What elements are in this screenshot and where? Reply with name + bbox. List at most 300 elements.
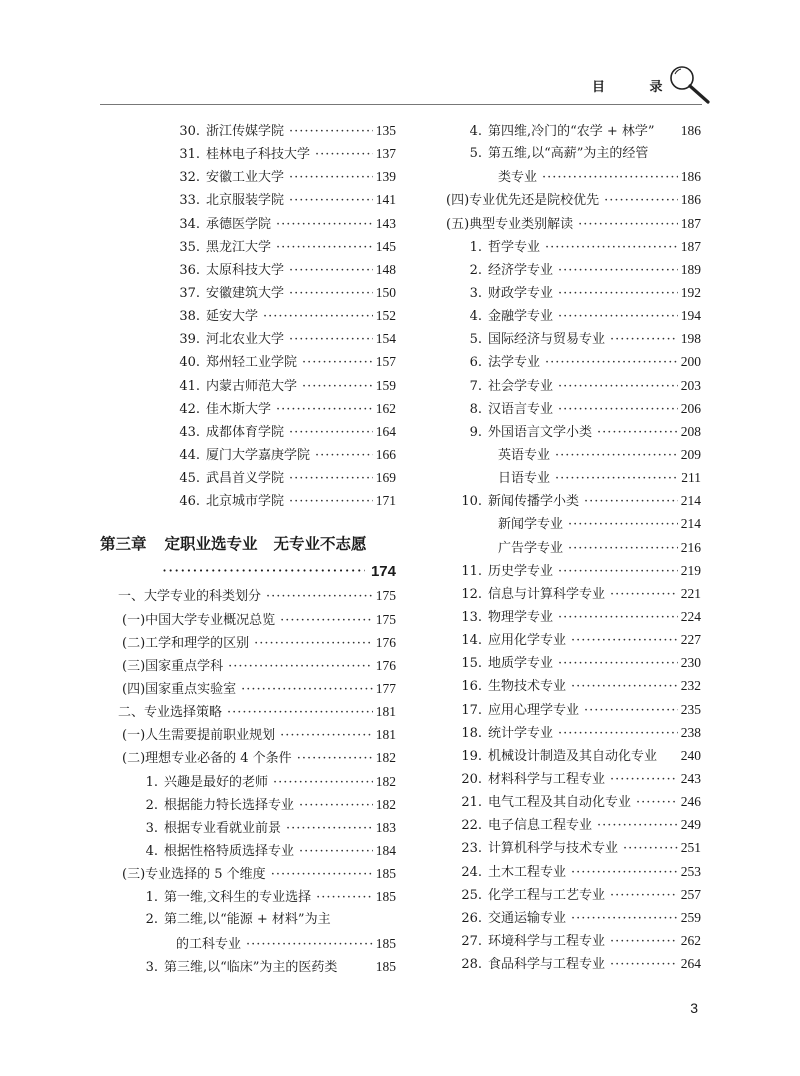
entry-page: 249 [680,817,701,833]
dot-leader [280,609,373,632]
entry-page: 152 [375,308,396,324]
dot-leader [604,189,678,212]
entry-title: 物理学专业 [488,609,554,625]
toc-entry [100,281,396,304]
dot-leader [610,583,678,606]
entry-page: 164 [375,423,396,439]
entry-number: 6. [469,355,482,371]
entry-title: 兴趣是最好的老师 [164,774,269,790]
entry-page: 181 [375,727,396,743]
dot-leader [555,444,678,467]
toc-right-column [446,119,701,975]
entry-number: 42. [179,401,200,417]
entry-title: 金融学专业 [488,309,554,325]
dot-leader [299,794,373,817]
entry-title: (四)国家重点实验室 [122,681,237,697]
entry-number: 5. [469,332,482,348]
entry-number: 31. [179,147,200,163]
entry-page: 257 [680,886,701,902]
entry-page: 159 [375,377,396,393]
section-list [100,584,396,977]
entry-title: 化学工程与工艺专业 [488,887,606,903]
toc-entry [100,839,396,862]
toc-entry [446,721,701,744]
entry-page: 230 [680,655,701,671]
header-title: 目 录 [592,80,683,95]
entry-title: 厦门大学嘉庚学院 [206,447,311,463]
entry-title: (五)典型专业类别解读 [446,216,574,232]
entry-number: 46. [179,494,200,510]
toc-entry [446,374,701,397]
toc-entry [100,723,396,746]
dot-leader [297,747,373,770]
toc-entry [100,631,396,654]
toc-entry [100,304,396,327]
toc-entry [446,397,701,420]
toc-entry [446,628,701,651]
toc-entry [100,165,396,188]
dot-leader [571,907,678,930]
toc-entry [100,443,396,466]
toc-entry [446,674,701,697]
entry-title: 桂林电子科技大学 [206,147,311,163]
entry-page: 166 [375,446,396,462]
entry-page: 259 [680,909,701,925]
entry-page: 148 [375,261,396,277]
entry-page: 171 [375,493,396,509]
entry-number: 3. [145,820,158,836]
toc-entry [446,836,701,859]
entry-page: 232 [680,678,701,694]
entry-title: 河北农业大学 [206,332,285,348]
entry-page: 264 [680,956,701,972]
entry-number: 45. [179,471,200,487]
dot-leader [289,467,373,490]
toc-entry [100,235,396,258]
toc-entry [446,605,701,628]
entry-number: 17. [461,702,482,718]
entry-title: (四)专业优先还是院校优先 [446,193,600,209]
entry-page: 240 [680,747,701,763]
toc-entry [446,235,701,258]
dot-leader [315,444,373,467]
entry-title: 计算机科学与技术专业 [488,841,619,857]
chapter-page: 174 [370,563,396,581]
entry-page: 186 [680,123,701,138]
entry-number: 9. [469,424,482,440]
section-list-continued [446,119,701,975]
entry-title: 日语专业 [498,471,551,487]
entry-number: 13. [461,609,482,625]
entry-title: 材料科学与工程专业 [488,771,606,787]
entry-title: 统计学专业 [488,725,554,741]
entry-title: 内蒙古师范大学 [206,378,298,394]
entry-number: 3. [469,285,482,301]
entry-title: 食品科学与工程专业 [488,957,606,973]
entry-title: 机械设计制造及其自动化专业 [488,748,658,764]
entry-title: (三)专业选择的 5 个维度 [122,867,266,883]
toc-entry [100,142,396,165]
entry-page: 185 [375,935,396,951]
toc-entry [100,932,396,955]
dot-leader [289,421,373,444]
entry-title: (一)人生需要提前职业规划 [122,728,276,744]
dot-leader [254,632,373,655]
entry-title: 根据专业看就业前景 [164,820,282,836]
entry-title: (二)工学和理学的区别 [122,635,250,651]
page-number: 3 [690,1000,698,1016]
dot-leader [558,560,678,583]
entry-page: 198 [680,331,701,347]
entry-title: 根据能力特长选择专业 [164,797,295,813]
toc-entry [100,258,396,281]
running-header [592,70,702,104]
entry-page: 251 [680,840,701,856]
entry-title: (一)中国大学专业概况总览 [122,612,276,628]
dot-leader [584,699,678,722]
entry-number: 41. [179,378,200,394]
dot-leader [316,886,373,909]
toc-entry [446,790,701,813]
entry-title: 根据性格特质选择专业 [164,843,295,859]
dot-leader [568,513,678,536]
entry-number: 35. [179,239,200,255]
toc-entry [100,420,396,443]
toc-entry [100,770,396,793]
entry-number: 20. [461,771,482,787]
entry-title: 应用心理学专业 [488,702,580,718]
entry-title: 的工科专业 [176,936,242,952]
entry-number: 5. [469,146,482,162]
dot-leader [578,213,678,236]
entry-title: 二、专业选择策略 [118,705,223,721]
entry-page: 150 [375,284,396,300]
entry-page: 189 [680,261,701,277]
toc-entry [446,188,701,211]
entry-title: (三)国家重点学科 [122,658,224,674]
entry-page: 187 [680,238,701,254]
toc-entry [100,677,396,700]
chapter-title-part2: 无专业不志愿 [273,535,367,554]
entry-title: 浙江传媒学院 [206,124,285,139]
dot-leader [610,953,678,976]
entry-number: 4. [145,843,158,859]
toc-entry [446,651,701,674]
dot-leader [276,213,373,236]
toc-entry [446,906,701,929]
entry-page: 135 [375,123,396,138]
dot-leader [162,558,365,584]
entry-page: 145 [375,238,396,254]
entry-title: 电气工程及其自动化专业 [488,795,632,811]
entry-number: 30. [179,124,200,139]
entry-page: 214 [680,516,701,532]
entry-title: 成都体育学院 [206,424,285,440]
dot-leader [263,305,373,328]
dot-leader [545,351,678,374]
toc-entry [446,142,701,165]
entry-number: 39. [179,332,200,348]
dot-leader [636,791,678,814]
toc-entry [100,816,396,839]
entry-number: 21. [461,795,482,811]
toc-entry [446,119,701,142]
entry-page: 137 [375,146,396,162]
dot-leader [597,421,678,444]
toc-entry [100,374,396,397]
entry-title: 历史学专业 [488,563,554,579]
entry-number: 2. [145,912,158,928]
entry-page: 182 [375,796,396,812]
entry-number: 22. [461,818,482,834]
dot-leader [280,724,373,747]
dot-leader [266,585,373,608]
dot-leader [558,375,678,398]
entry-page: 185 [375,889,396,905]
chapter-heading [100,512,396,558]
entry-number: 18. [461,725,482,741]
entry-title: 第五维,以“高薪”为主的经管 [488,146,649,162]
entry-page: 139 [375,169,396,185]
dot-leader [227,701,373,724]
entry-title: 安徽建筑大学 [206,285,285,301]
entry-page: 243 [680,770,701,786]
entry-number: 3. [145,959,158,975]
entry-page: 216 [680,539,701,555]
toc-entry [446,559,701,582]
entry-number: 36. [179,262,200,278]
chapter-title-part1: 定职业选专业 [164,535,258,554]
toc-entry [100,955,396,978]
toc-entry [100,397,396,420]
entry-number: 1. [469,239,482,255]
entry-page: 162 [375,400,396,416]
entry-page: 246 [680,794,701,810]
toc-entry [100,188,396,211]
entry-title: 太原科技大学 [206,262,285,278]
toc-entry [446,536,701,559]
entry-page: 169 [375,470,396,486]
entry-number: 37. [179,285,200,301]
dot-leader [299,840,373,863]
toc-left-column [100,119,396,978]
entry-page: 186 [680,169,701,185]
dot-leader [623,837,678,860]
entry-title: 北京服装学院 [206,193,285,209]
dot-leader [276,398,373,421]
toc-entry [446,212,701,235]
toc-entry [446,350,701,373]
entry-page: 143 [375,215,396,231]
entry-title: 交通运输专业 [488,910,567,926]
dot-leader [558,606,678,629]
toc-entry [100,350,396,373]
dot-leader [228,655,373,678]
entry-number: 24. [461,864,482,880]
entry-number: 28. [461,957,482,973]
toc-entry [100,700,396,723]
entry-number: 44. [179,447,200,463]
toc-entry [446,767,701,790]
toc-entry [446,744,701,767]
entry-title: 应用化学专业 [488,633,567,649]
entry-title: 生物技术专业 [488,679,567,695]
entry-page: 185 [375,958,396,974]
entry-page: 182 [375,750,396,766]
entry-title: 第三维,以“临床”为主的医药类 [164,959,338,975]
toc-entry [446,813,701,836]
toc-entry [446,952,701,975]
dot-leader [289,189,373,212]
entry-number: 40. [179,355,200,371]
toc-entry [446,327,701,350]
toc-entry [100,119,396,142]
entry-title: 外国语言文学小类 [488,424,593,440]
dot-leader [276,236,373,259]
entry-number: 15. [461,656,482,672]
dot-leader [241,678,373,701]
entry-page: 262 [680,932,701,948]
entry-title: 哲学专业 [488,239,541,255]
toc-entry [446,883,701,906]
entry-page: 154 [375,331,396,347]
entry-title: 类专业 [498,170,538,186]
entry-title: 新闻传播学小类 [488,494,580,510]
entry-page: 200 [680,354,701,370]
dot-leader [584,490,678,513]
dot-leader [610,328,678,351]
entry-title: 土木工程专业 [488,864,567,880]
school-list [100,119,396,512]
dot-leader [289,259,373,282]
entry-title: 信息与计算科学专业 [488,586,606,602]
entry-number: 43. [179,424,200,440]
entry-page: 219 [680,562,701,578]
dot-leader [568,537,678,560]
toc-entry [100,885,396,908]
toc-entry [100,608,396,631]
dot-leader [558,259,678,282]
toc-entry [100,654,396,677]
entry-number: 2. [469,262,482,278]
entry-page: 141 [375,192,396,208]
dot-leader [555,467,678,490]
toc-entry [446,698,701,721]
entry-number: 11. [461,563,482,579]
toc-entry [446,304,701,327]
entry-title: 地质学专业 [488,656,554,672]
entry-page: 221 [680,585,701,601]
entry-title: 安徽工业大学 [206,170,285,186]
entry-number: 34. [179,216,200,232]
toc-entry [446,466,701,489]
dot-leader [610,930,678,953]
dot-leader [610,768,678,791]
entry-page: 175 [375,588,396,604]
dot-leader [597,814,678,837]
dot-leader [273,771,373,794]
toc-entry [446,860,701,883]
dot-leader [289,120,373,143]
dot-leader [246,933,373,956]
entry-page: 176 [375,634,396,650]
toc-entry [100,793,396,816]
entry-page: 235 [680,701,701,717]
entry-page: 176 [375,657,396,673]
toc-entry [446,420,701,443]
dot-leader [571,861,678,884]
entry-number: 4. [469,309,482,325]
toc-entry [100,908,396,931]
toc-entry [100,584,396,607]
toc-entry [446,258,701,281]
entry-number: 33. [179,193,200,209]
entry-number: 25. [461,887,482,903]
dot-leader [289,282,373,305]
entry-page: 211 [681,470,701,486]
header-rule [100,104,702,105]
entry-page: 253 [680,863,701,879]
entry-page: 192 [680,284,701,300]
dot-leader [571,629,678,652]
toc-entry [100,327,396,350]
dot-leader [558,652,678,675]
entry-title: 汉语言专业 [488,401,554,417]
entry-title: 财政学专业 [488,285,554,301]
entry-number: 14. [461,633,482,649]
entry-title: 国际经济与贸易专业 [488,332,606,348]
entry-title: 黑龙江大学 [206,239,272,255]
entry-number: 23. [461,841,482,857]
dot-leader [558,282,678,305]
entry-page: 185 [375,866,396,882]
entry-number: 8. [469,401,482,417]
entry-title: 经济学专业 [488,262,554,278]
entry-title: 承德医学院 [206,216,272,232]
chapter-page-line [100,558,396,584]
entry-number: 32. [179,170,200,186]
entry-page: 206 [680,400,701,416]
dot-leader [302,375,373,398]
entry-number: 16. [461,679,482,695]
entry-page: 181 [375,704,396,720]
entry-page: 177 [375,680,396,696]
entry-title: 第一维,文科生的专业选择 [164,890,312,906]
entry-page: 208 [680,423,701,439]
entry-title: 武昌首义学院 [206,471,285,487]
toc-entry [446,165,701,188]
dot-leader [315,143,373,166]
entry-number: 1. [145,774,158,790]
entry-title: 电子信息工程专业 [488,818,593,834]
dot-leader [289,166,373,189]
entry-page: 184 [375,842,396,858]
entry-title: 新闻学专业 [498,517,564,533]
dot-leader [271,863,373,886]
entry-title: (二)理想专业必备的 4 个条件 [122,751,292,767]
entry-page: 182 [375,773,396,789]
dot-leader [558,398,678,421]
toc-entry [446,443,701,466]
entry-number: 1. [145,890,158,906]
toc-entry [446,512,701,535]
entry-page: 186 [680,192,701,208]
entry-page: 224 [680,608,701,624]
toc-entry [446,489,701,512]
entry-title: 环境科学与工程专业 [488,933,606,949]
entry-page: 203 [680,377,701,393]
entry-number: 38. [179,309,200,325]
